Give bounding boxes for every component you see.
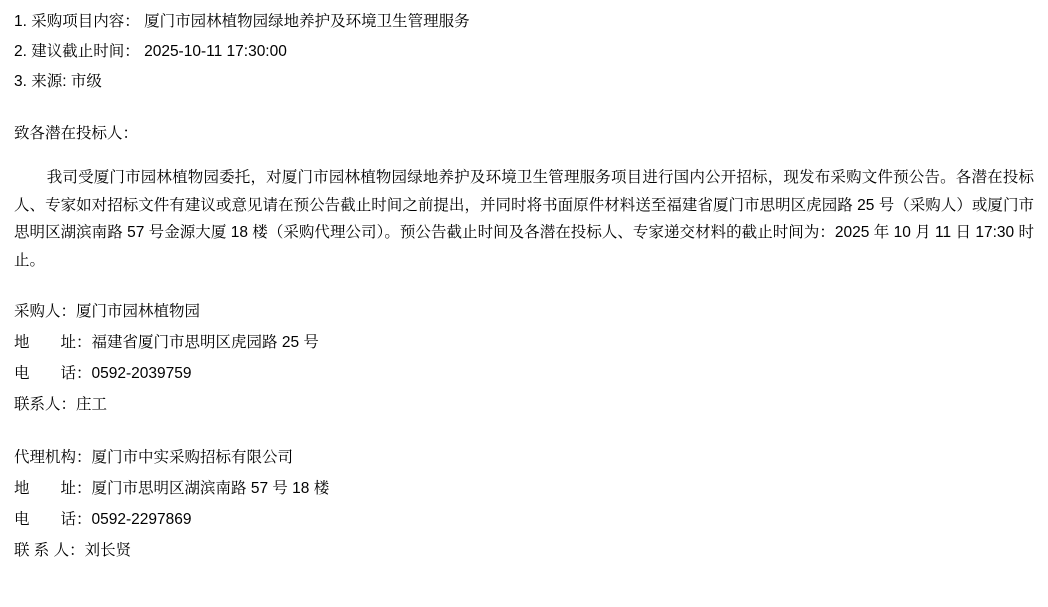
spacer bbox=[14, 424, 1034, 446]
item-value: 2025-10-11 17:30:00 bbox=[144, 43, 287, 61]
contact-line bbox=[14, 331, 1034, 355]
contact-line bbox=[14, 539, 1034, 563]
spacer bbox=[14, 100, 1034, 122]
announcement-paragraph bbox=[14, 164, 1034, 274]
contact-value: 庄工 bbox=[76, 396, 108, 414]
contact-value: 厦门市园林植物园 bbox=[76, 303, 201, 321]
contact-label: 联系人： bbox=[14, 396, 77, 414]
contact-line bbox=[14, 477, 1034, 501]
contact-label: 电 话： bbox=[14, 511, 92, 529]
item-label: 来源: bbox=[31, 73, 67, 91]
contact-value: 0592-2039759 bbox=[91, 365, 192, 383]
list-item bbox=[14, 10, 1034, 34]
contact-line bbox=[14, 300, 1034, 324]
contact-value: 厦门市中实采购招标有限公司 bbox=[91, 449, 294, 467]
contact-line bbox=[14, 362, 1034, 386]
contact-label: 电 话： bbox=[14, 365, 92, 383]
contact-line bbox=[14, 393, 1034, 417]
salutation: 致各潜在投标人： bbox=[14, 125, 139, 143]
contact-line bbox=[14, 508, 1034, 532]
item-number: 3. bbox=[14, 73, 27, 91]
contact-label: 地 址： bbox=[14, 480, 92, 498]
contact-label: 采购人： bbox=[14, 303, 77, 321]
contact-value: 0592-2297869 bbox=[91, 511, 192, 529]
contact-label: 代理机构： bbox=[14, 449, 92, 467]
contact-value: 厦门市思明区湖滨南路 57 号 18 楼 bbox=[91, 480, 330, 498]
list-item bbox=[14, 70, 1034, 94]
agency-contact-block bbox=[14, 446, 1034, 563]
list-item bbox=[14, 40, 1034, 64]
project-info-list bbox=[14, 10, 1034, 94]
contact-line bbox=[14, 446, 1034, 470]
paragraph-text: 我司受厦门市园林植物园委托，对厦门市园林植物园绿地养护及环境卫生管理服务项目进行国内公开招标，现发布采购文件预公告。各潜在投标人、专家如对招标文件有建议或意见请在预公告截止时间之前提出，并同时将书面原件材料送至福建省厦门市思明区虎园路 25 号（采购人）或厦门市思明区湖滨南路 57 号金源大厦 18 楼（采购代理公司）。预公告截止时间及各潜在投标人、专家递交材料的截止时间为：2025 年 10 月 11 日 17:30 时止。 bbox=[14, 169, 1034, 269]
item-value: 市级 bbox=[70, 73, 102, 91]
item-number: 1. bbox=[14, 13, 27, 30]
contact-label: 联 系 人： bbox=[14, 542, 85, 560]
contact-label: 地 址： bbox=[14, 334, 92, 352]
spacer bbox=[14, 274, 1034, 300]
spacer bbox=[14, 146, 1034, 164]
purchaser-contact-block bbox=[14, 300, 1034, 417]
item-label: 建议截止时间： bbox=[31, 43, 140, 61]
item-value: 厦门市园林植物园绿地养护及环境卫生管理服务 bbox=[144, 13, 470, 30]
contact-value: 福建省厦门市思明区虎园路 25 号 bbox=[91, 334, 319, 352]
item-label: 采购项目内容： bbox=[31, 13, 140, 30]
contact-value: 刘长贤 bbox=[84, 542, 132, 560]
item-number: 2. bbox=[14, 43, 27, 61]
